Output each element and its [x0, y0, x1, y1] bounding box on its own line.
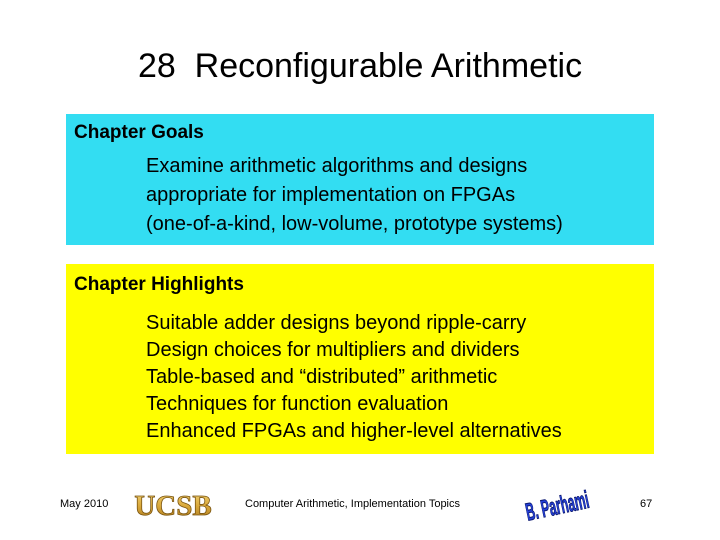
- chapter-goals-line: appropriate for implementation on FPGAs: [146, 184, 516, 206]
- footer-date: May 2010: [60, 498, 109, 510]
- chapter-highlights-line: Techniques for function evaluation: [146, 393, 449, 415]
- footer-course-title: Computer Arithmetic, Implementation Topics: [245, 498, 460, 510]
- slide-title: 28 Reconfigurable Arithmetic: [137, 47, 583, 85]
- author-logo-text: B. Parhami: [523, 486, 592, 527]
- author-logo: [512, 478, 606, 534]
- chapter-highlights-line: Suitable adder designs beyond ripple-carry: [146, 312, 527, 334]
- chapter-goals-line: Examine arithmetic algorithms and designs: [146, 155, 528, 177]
- chapter-highlights-heading: Chapter Highlights: [74, 274, 244, 295]
- ucsb-logo-text: UCSB: [134, 490, 212, 522]
- page-number: 67: [640, 498, 653, 510]
- chapter-highlights-line: Design choices for multipliers and dividers: [146, 339, 520, 361]
- chapter-highlights-list: [146, 310, 562, 445]
- chapter-goals-line: (one-of-a-kind, low-volume, prototype systems): [146, 213, 563, 235]
- chapter-goals-box: [66, 114, 654, 245]
- chapter-highlights-box: [66, 264, 654, 454]
- ucsb-logo: [127, 487, 219, 525]
- chapter-highlights-line: Enhanced FPGAs and higher-level alternatives: [146, 420, 562, 442]
- chapter-goals-heading: Chapter Goals: [74, 122, 204, 143]
- chapter-highlights-line: Table-based and “distributed” arithmetic: [146, 366, 498, 388]
- chapter-goals-list: [146, 152, 563, 239]
